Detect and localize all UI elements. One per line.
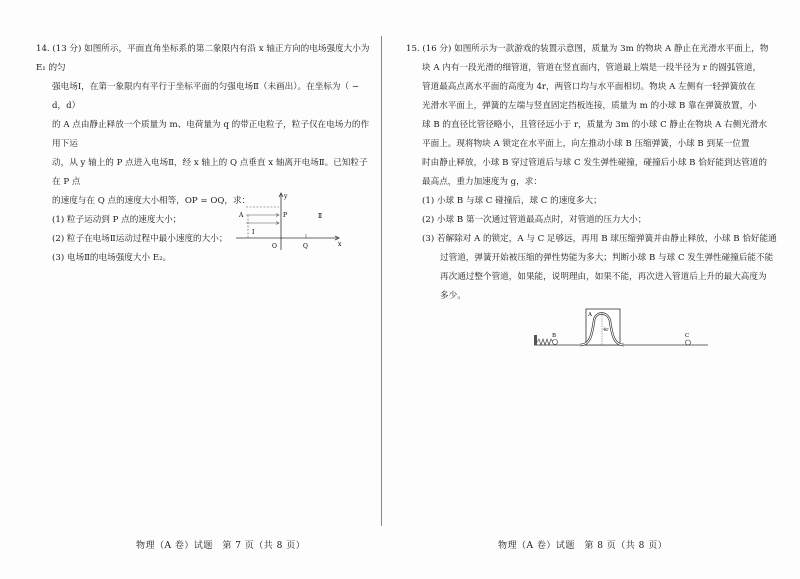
q14-figure: [226, 190, 346, 260]
wall: [534, 335, 537, 345]
q15-figure: [532, 305, 712, 355]
page-divider: [381, 36, 382, 526]
q15-part-3-line: 过管道，弹簧开始被压缩的弹性势能为多大；判断小球 B 与球 C 发生弹性碰撞后能不能: [440, 253, 774, 263]
label-b: B: [552, 333, 557, 339]
q15-stem-line: 时由静止释放，小球 B 穿过管道后与球 C 发生弹性碰撞，碰撞后小球 B 恰好能到达管道的: [422, 158, 767, 168]
ball-b: [553, 340, 558, 345]
label-y: y: [284, 193, 288, 200]
label-c: C: [685, 333, 690, 339]
q14-part-1: (1) 粒子运动到 P 点的速度大小；: [52, 215, 182, 225]
label-o: O: [272, 243, 277, 250]
q15-stem-line: 块 A 内有一段光滑的细管道，管道在竖直面内，管道最上端是一段半径为 r 的圆弧管道，: [422, 63, 762, 73]
q15-stem-line: 光滑水平面上，弹簧的左端与竖直固定挡板连接，质量为 m 的小球 B 靠在弹簧放置，小: [422, 101, 757, 111]
spring: [537, 339, 553, 345]
q15-part-3-line: 多少。: [440, 291, 466, 301]
ball-c: [686, 340, 691, 345]
q15-part-2: (2) 小球 B 第一次通过管道最高点时，对管道的压力大小；: [422, 215, 647, 225]
q14-part-2: (2) 粒子在电场Ⅱ运动过程中最小速度的大小；: [52, 234, 228, 244]
label-p: P: [283, 212, 288, 219]
label-x: x: [338, 241, 342, 248]
q15-stem-line: 15. (16 分) 如图所示为一款游戏的装置示意图，质量为 3m 的物块 A 静止在光滑水平面上，物: [406, 44, 769, 54]
label-field-2: Ⅱ: [318, 213, 323, 220]
q15-stem-line: 球 B 的直径比管径略小，且管径远小于 r，质量为 3m 的小球 C 静止在物块 A 右侧光滑水: [422, 120, 768, 130]
q14-stem-line: 强电场Ⅰ，在第一象限内有平行于坐标平面的匀强电场Ⅱ（未画出）。在坐标为（ − d，d）: [52, 82, 360, 111]
q15-part-3-line: (3) 若解除对 A 的锁定，A 与 C 足够远，再用 B 球压缩弹簧并由静止释放，小球 B 恰好能通: [422, 234, 777, 244]
q14-stem-line: 14. (13 分) 如图所示，平面直角坐标系的第二象限内有沿 x 轴正方向的电场强度大小为 E₁ 的匀: [36, 44, 370, 73]
q15-stem-line: 管道最高点离水平面的高度为 4r，两管口均与水平面相切。物块 A 左侧有一轻弹簧放在: [422, 82, 756, 92]
right-page: [392, 0, 800, 579]
q14-stem-line: 的速度与在 Q 点的速度大小相等，OP = OQ，求：: [52, 196, 251, 206]
q14-stem-line: 的 A 点由静止释放一个质量为 m、电荷量为 q 的带正电粒子，粒子仅在电场力的作用下运: [52, 120, 370, 149]
label-a: A: [588, 312, 592, 318]
q15-part-1: (1) 小球 B 与球 C 碰撞后，球 C 的速度多大；: [422, 196, 602, 206]
label-q: Q: [303, 243, 308, 250]
q14-part-3: (3) 电场Ⅱ的电场强度大小 E₂。: [52, 253, 172, 263]
left-page: [0, 0, 390, 579]
label-4r: 4r: [603, 327, 609, 333]
q15-part-3-line: 再次通过整个管道，如果能，说明理由，如果不能，再次进入管道后上升的最大高度为: [440, 272, 767, 282]
label-field-1: Ⅰ: [252, 229, 255, 236]
footer-page-8: 物理（A 卷）试题 第 8 页（共 8 页）: [498, 541, 668, 551]
footer-page-7: 物理（A 卷）试题 第 7 页（共 8 页）: [136, 541, 306, 551]
q14-stem-line: 动，从 y 轴上的 P 点进入电场Ⅱ，经 x 轴上的 Q 点垂直 x 轴离开电场Ⅱ。已知粒子在 P 点: [52, 158, 368, 187]
question-15: [406, 40, 784, 306]
label-a: A: [239, 212, 244, 219]
q15-stem-line: 最高点，重力加速度为 g，求：: [422, 177, 542, 187]
q15-stem-line: 平面上。现将物块 A 锁定在水平面上，向左推动小球 B 压缩弹簧，小球 B 到某一位置: [422, 139, 750, 149]
